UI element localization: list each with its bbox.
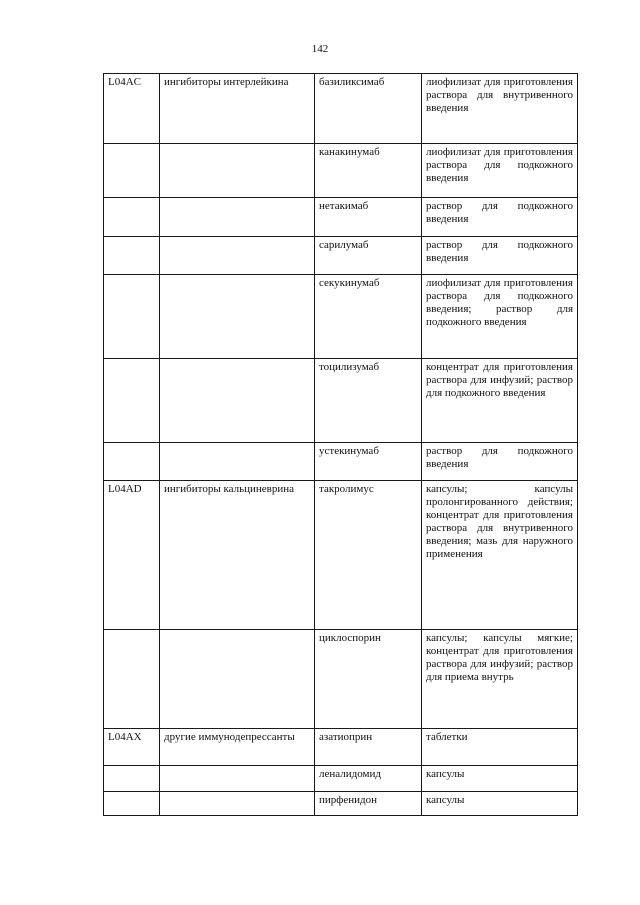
table-row (104, 443, 578, 481)
group-cell: другие иммунодепрессанты (160, 729, 315, 766)
drug-name-cell: леналидомид (315, 766, 422, 792)
group-cell (160, 443, 315, 481)
drug-name-cell: циклоспорин (315, 630, 422, 729)
page-number: 142 (311, 43, 329, 55)
group-cell: ингибиторы интерлейкина (160, 74, 315, 144)
group-cell (160, 198, 315, 237)
atc-code-cell: L04AD (104, 481, 160, 630)
drug-name-cell: базиликсимаб (315, 74, 422, 144)
table-row (104, 144, 578, 198)
group-cell (160, 359, 315, 443)
atc-code-cell (104, 237, 160, 275)
atc-code-cell: L04AX (104, 729, 160, 766)
table-row (104, 630, 578, 729)
group-cell (160, 766, 315, 792)
table-row (104, 74, 578, 144)
table-row (104, 275, 578, 359)
dosage-form-cell: раствор для подкожного введения (422, 443, 578, 481)
atc-code-cell (104, 443, 160, 481)
dosage-form-cell: раствор для подкожного введения (422, 198, 578, 237)
dosage-form-cell: раствор для подкожного введения (422, 237, 578, 275)
table-row (104, 481, 578, 630)
group-cell (160, 630, 315, 729)
dosage-form-cell: лиофилизат для приготовления раствора для внутривенного введения (422, 74, 578, 144)
dosage-form-cell: капсулы; капсулы мягкие; концентрат для приготовления раствора для инфузий; раствор для приема внутрь (422, 630, 578, 729)
atc-code-cell (104, 792, 160, 816)
dosage-form-cell: капсулы; капсулы пролонгированного действия; концентрат для приготовления раствора для внутривенного введения; мазь для наружного применения (422, 481, 578, 630)
atc-code-cell (104, 766, 160, 792)
table-row (104, 237, 578, 275)
dosage-form-cell: капсулы (422, 792, 578, 816)
table-row (104, 766, 578, 792)
dosage-form-cell: лиофилизат для приготовления раствора для подкожного введения (422, 144, 578, 198)
group-cell (160, 237, 315, 275)
atc-code-cell (104, 275, 160, 359)
drug-name-cell: такролимус (315, 481, 422, 630)
atc-code-cell (104, 630, 160, 729)
atc-code-cell (104, 359, 160, 443)
drug-name-cell: азатиоприн (315, 729, 422, 766)
group-cell (160, 144, 315, 198)
atc-code-cell: L04AC (104, 74, 160, 144)
drug-name-cell: нетакимаб (315, 198, 422, 237)
drug-name-cell: пирфенидон (315, 792, 422, 816)
group-cell (160, 792, 315, 816)
dosage-form-cell: капсулы (422, 766, 578, 792)
table-row (104, 792, 578, 816)
drug-name-cell: устекинумаб (315, 443, 422, 481)
dosage-form-cell: концентрат для приготовления раствора для инфузий; раствор для подкожного введения (422, 359, 578, 443)
group-cell (160, 275, 315, 359)
drug-name-cell: канакинумаб (315, 144, 422, 198)
table-row (104, 198, 578, 237)
group-cell: ингибиторы кальциневрина (160, 481, 315, 630)
dosage-form-cell: лиофилизат для приготовления раствора для подкожного введения; раствор для подкожного введения (422, 275, 578, 359)
drug-name-cell: секукинумаб (315, 275, 422, 359)
drug-table (103, 73, 578, 816)
table-row (104, 729, 578, 766)
atc-code-cell (104, 198, 160, 237)
atc-code-cell (104, 144, 160, 198)
drug-name-cell: сарилумаб (315, 237, 422, 275)
drug-name-cell: тоцилизумаб (315, 359, 422, 443)
dosage-form-cell: таблетки (422, 729, 578, 766)
table-row (104, 359, 578, 443)
